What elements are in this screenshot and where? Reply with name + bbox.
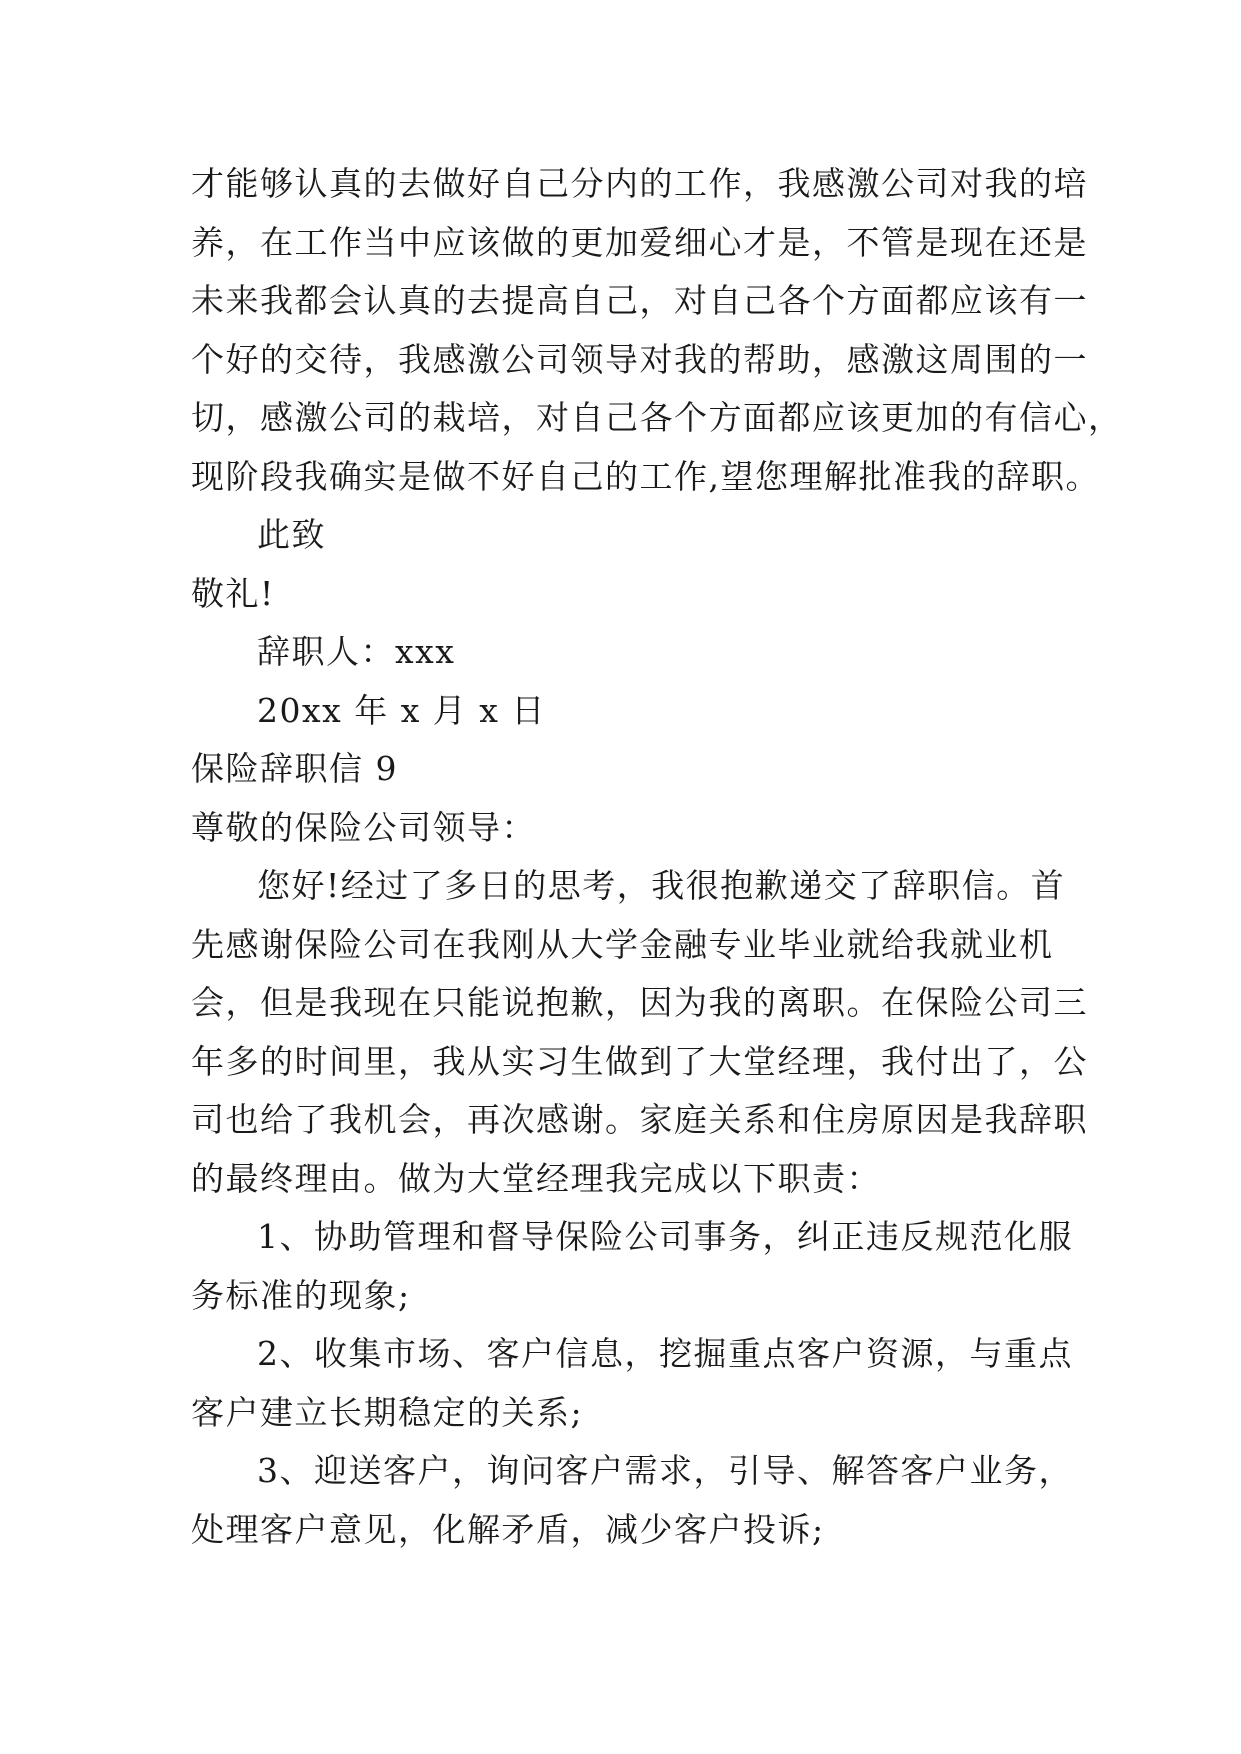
duty-item: 2、收集市场、客户信息，挖掘重点客户资源，与重点 (257, 1334, 1073, 1373)
paragraph-line: 您好!经过了多日的思考，我很抱歉递交了辞职信。首 (257, 866, 1066, 905)
paragraph-line: 现阶段我确实是做不好自己的工作,望您理解批准我的辞职。 (191, 456, 1100, 496)
duty-item: 务标准的现象; (191, 1275, 411, 1315)
section-title: 保险辞职信 9 (191, 749, 398, 788)
document-body (191, 155, 1123, 1559)
duty-item: 3、迎送客户，询问客户需求，引导、解答客户业务， (257, 1451, 1073, 1490)
closing-salutation: 此致 (257, 515, 326, 554)
duty-item: 处理客户意见，化解矛盾，减少客户投诉; (191, 1509, 825, 1549)
paragraph-line: 的最终理由。做为大堂经理我完成以下职责： (191, 1158, 881, 1198)
paragraph-line: 会，但是我现在只能说抱歉，因为我的离职。在保险公司三 (191, 983, 1088, 1022)
paragraph-line: 司也给了我机会，再次感谢。家庭关系和住房原因是我辞职 (191, 1100, 1088, 1139)
paragraph-line: 先感谢保险公司在我刚从大学金融专业毕业就给我就业机 (191, 924, 1054, 964)
duty-item: 1、协助管理和督导保险公司事务，纠正违反规范化服 (257, 1217, 1073, 1256)
paragraph-line: 年多的时间里，我从实习生做到了大堂经理，我付出了，公 (191, 1041, 1088, 1081)
letter-greeting: 尊敬的保险公司领导： (191, 807, 536, 847)
paragraph-line: 养，在工作当中应该做的更加爱细心才是，不管是现在还是 (191, 222, 1088, 262)
paragraph-line: 切，感激公司的栽培，对自己各个方面都应该更加的有信心， (191, 398, 1123, 437)
signature-name: 辞职人：xxx (257, 632, 456, 671)
paragraph-line: 个好的交待，我感激公司领导对我的帮助，感激这周围的一 (191, 339, 1088, 379)
signature-date: 20xx 年 x 月 x 日 (257, 690, 546, 730)
paragraph-line: 才能够认真的去做好自己分内的工作，我感激公司对我的培 (191, 164, 1088, 203)
closing-respect: 敬礼! (191, 573, 275, 613)
paragraph-line: 未来我都会认真的去提高自己，对自己各个方面都应该有一 (191, 281, 1088, 320)
duty-item: 客户建立长期稳定的关系; (191, 1392, 584, 1432)
